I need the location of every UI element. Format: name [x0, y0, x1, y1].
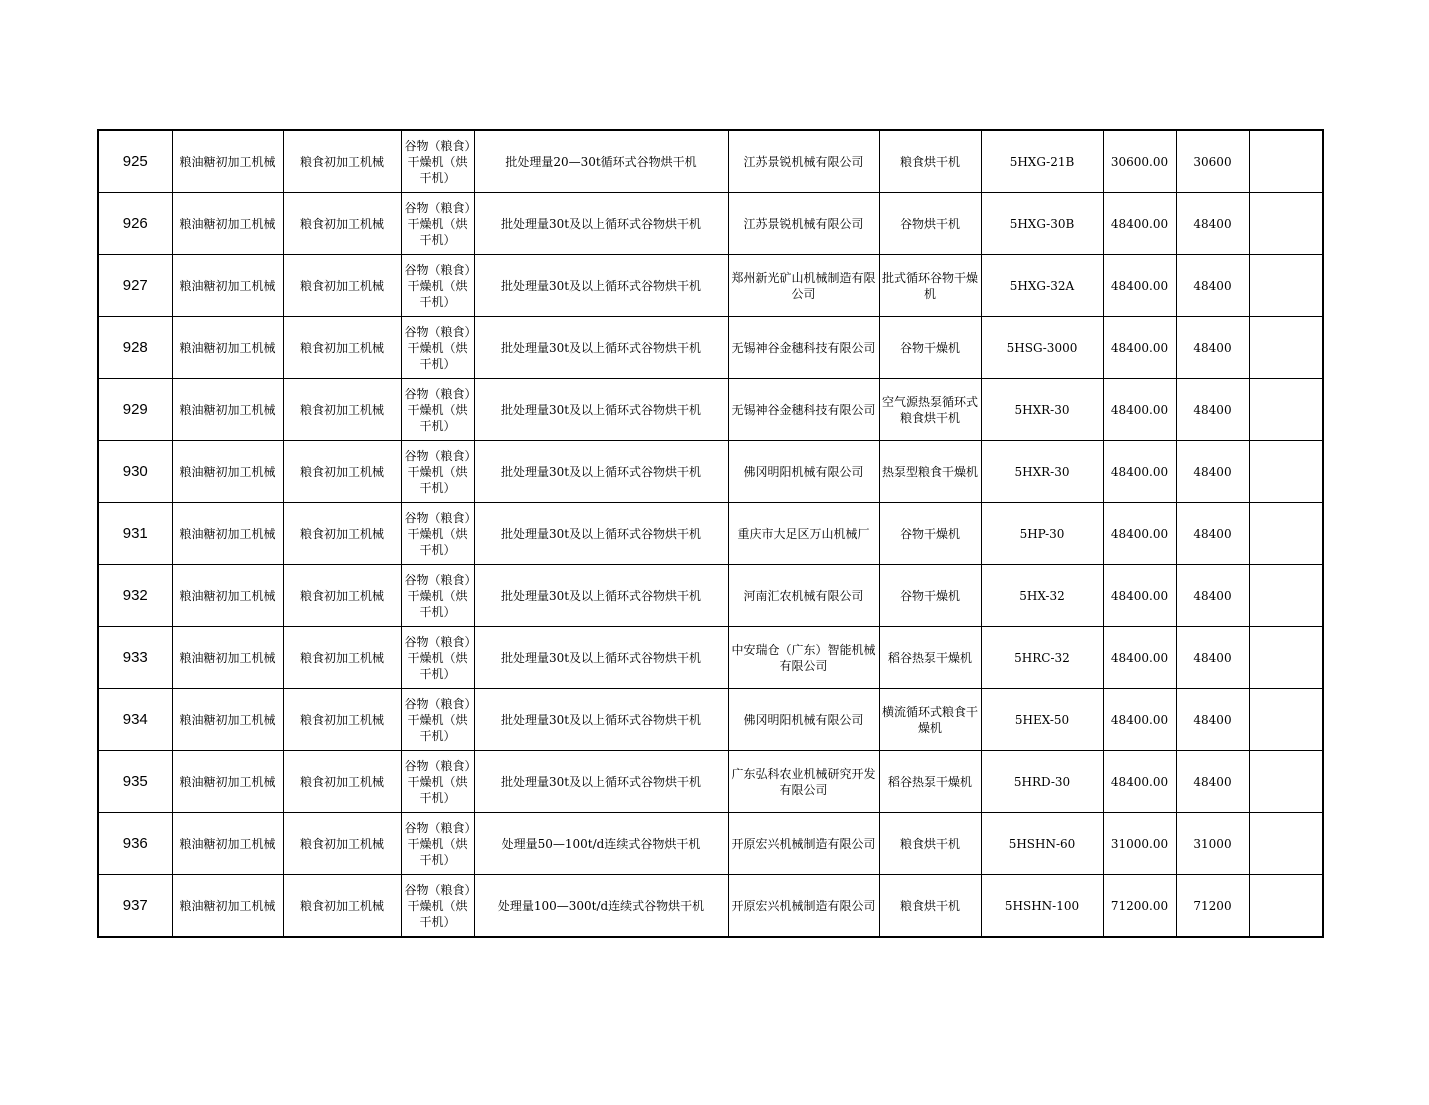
- cell-machine-type: 谷物（粮食）干燥机（烘干机）: [401, 503, 474, 565]
- cell-category: 粮油糖初加工机械: [172, 255, 283, 317]
- cell-number: 932: [98, 565, 172, 627]
- cell-note: [1249, 379, 1323, 441]
- table-row: [98, 565, 1323, 627]
- cell-subsidy-value: 48400: [1176, 503, 1249, 565]
- cell-number: 929: [98, 379, 172, 441]
- cell-grade-spec: 批处理量30t及以上循环式谷物烘干机: [474, 751, 728, 813]
- cell-subsidy-amount: 71200.00: [1103, 875, 1176, 938]
- cell-note: [1249, 565, 1323, 627]
- cell-machine-type: 谷物（粮食）干燥机（烘干机）: [401, 379, 474, 441]
- cell-subsidy-amount: 48400.00: [1103, 255, 1176, 317]
- cell-model: 5HXG-30B: [981, 193, 1103, 255]
- cell-grade-spec: 批处理量30t及以上循环式谷物烘干机: [474, 193, 728, 255]
- cell-product-name: 谷物干燥机: [879, 565, 981, 627]
- cell-manufacturer: 重庆市大足区万山机械厂: [728, 503, 879, 565]
- table-row: [98, 441, 1323, 503]
- cell-machine-type: 谷物（粮食）干燥机（烘干机）: [401, 875, 474, 938]
- cell-number: 936: [98, 813, 172, 875]
- cell-category: 粮油糖初加工机械: [172, 751, 283, 813]
- cell-subsidy-amount: 48400.00: [1103, 379, 1176, 441]
- cell-subsidy-value: 48400: [1176, 255, 1249, 317]
- cell-subcategory: 粮食初加工机械: [283, 503, 401, 565]
- cell-manufacturer: 佛冈明阳机械有限公司: [728, 441, 879, 503]
- cell-category: 粮油糖初加工机械: [172, 565, 283, 627]
- cell-machine-type: 谷物（粮食）干燥机（烘干机）: [401, 689, 474, 751]
- table-row: [98, 627, 1323, 689]
- cell-machine-type: 谷物（粮食）干燥机（烘干机）: [401, 441, 474, 503]
- cell-model: 5HXG-21B: [981, 130, 1103, 193]
- cell-product-name: 谷物烘干机: [879, 193, 981, 255]
- cell-subsidy-value: 31000: [1176, 813, 1249, 875]
- cell-model: 5HRD-30: [981, 751, 1103, 813]
- cell-subsidy-amount: 48400.00: [1103, 317, 1176, 379]
- cell-subcategory: 粮食初加工机械: [283, 751, 401, 813]
- cell-number: 928: [98, 317, 172, 379]
- cell-product-name: 粮食烘干机: [879, 813, 981, 875]
- cell-subsidy-amount: 48400.00: [1103, 503, 1176, 565]
- cell-subsidy-amount: 31000.00: [1103, 813, 1176, 875]
- cell-subcategory: 粮食初加工机械: [283, 130, 401, 193]
- cell-grade-spec: 批处理量30t及以上循环式谷物烘干机: [474, 627, 728, 689]
- cell-manufacturer: 郑州新光矿山机械制造有限公司: [728, 255, 879, 317]
- cell-subsidy-amount: 48400.00: [1103, 565, 1176, 627]
- cell-machine-type: 谷物（粮食）干燥机（烘干机）: [401, 193, 474, 255]
- cell-subcategory: 粮食初加工机械: [283, 441, 401, 503]
- cell-manufacturer: 江苏景锐机械有限公司: [728, 193, 879, 255]
- cell-model: 5HSHN-60: [981, 813, 1103, 875]
- cell-product-name: 稻谷热泵干燥机: [879, 751, 981, 813]
- cell-product-name: 粮食烘干机: [879, 875, 981, 938]
- cell-manufacturer: 江苏景锐机械有限公司: [728, 130, 879, 193]
- cell-subsidy-value: 71200: [1176, 875, 1249, 938]
- table-row: [98, 751, 1323, 813]
- cell-grade-spec: 批处理量30t及以上循环式谷物烘干机: [474, 317, 728, 379]
- cell-subsidy-amount: 48400.00: [1103, 689, 1176, 751]
- cell-grade-spec: 批处理量30t及以上循环式谷物烘干机: [474, 565, 728, 627]
- cell-number: 934: [98, 689, 172, 751]
- cell-grade-spec: 批处理量30t及以上循环式谷物烘干机: [474, 689, 728, 751]
- cell-subcategory: 粮食初加工机械: [283, 255, 401, 317]
- cell-grade-spec: 处理量50—100t/d连续式谷物烘干机: [474, 813, 728, 875]
- cell-product-name: 热泵型粮食干燥机: [879, 441, 981, 503]
- cell-manufacturer: 佛冈明阳机械有限公司: [728, 689, 879, 751]
- cell-subsidy-value: 48400: [1176, 689, 1249, 751]
- cell-subcategory: 粮食初加工机械: [283, 689, 401, 751]
- cell-category: 粮油糖初加工机械: [172, 503, 283, 565]
- cell-product-name: 粮食烘干机: [879, 130, 981, 193]
- cell-note: [1249, 503, 1323, 565]
- cell-category: 粮油糖初加工机械: [172, 317, 283, 379]
- table-row: [98, 689, 1323, 751]
- cell-number: 925: [98, 130, 172, 193]
- cell-grade-spec: 处理量100—300t/d连续式谷物烘干机: [474, 875, 728, 938]
- cell-note: [1249, 130, 1323, 193]
- cell-product-name: 批式循环谷物干燥机: [879, 255, 981, 317]
- cell-model: 5HXR-30: [981, 441, 1103, 503]
- cell-note: [1249, 193, 1323, 255]
- table-row: [98, 317, 1323, 379]
- cell-subsidy-value: 48400: [1176, 317, 1249, 379]
- cell-subcategory: 粮食初加工机械: [283, 565, 401, 627]
- cell-machine-type: 谷物（粮食）干燥机（烘干机）: [401, 627, 474, 689]
- table-row: [98, 875, 1323, 938]
- subsidy-table: [97, 129, 1324, 938]
- cell-subsidy-value: 48400: [1176, 193, 1249, 255]
- cell-subsidy-amount: 48400.00: [1103, 751, 1176, 813]
- cell-note: [1249, 689, 1323, 751]
- cell-machine-type: 谷物（粮食）干燥机（烘干机）: [401, 317, 474, 379]
- cell-subcategory: 粮食初加工机械: [283, 193, 401, 255]
- cell-note: [1249, 317, 1323, 379]
- cell-category: 粮油糖初加工机械: [172, 813, 283, 875]
- cell-machine-type: 谷物（粮食）干燥机（烘干机）: [401, 130, 474, 193]
- cell-manufacturer: 无锡神谷金穗科技有限公司: [728, 317, 879, 379]
- cell-subcategory: 粮食初加工机械: [283, 875, 401, 938]
- cell-number: 927: [98, 255, 172, 317]
- table-row: [98, 813, 1323, 875]
- cell-category: 粮油糖初加工机械: [172, 379, 283, 441]
- cell-grade-spec: 批处理量20—30t循环式谷物烘干机: [474, 130, 728, 193]
- cell-category: 粮油糖初加工机械: [172, 875, 283, 938]
- cell-number: 931: [98, 503, 172, 565]
- cell-category: 粮油糖初加工机械: [172, 689, 283, 751]
- cell-machine-type: 谷物（粮食）干燥机（烘干机）: [401, 255, 474, 317]
- cell-manufacturer: 无锡神谷金穗科技有限公司: [728, 379, 879, 441]
- cell-manufacturer: 河南汇农机械有限公司: [728, 565, 879, 627]
- cell-manufacturer: 广东弘科农业机械研究开发有限公司: [728, 751, 879, 813]
- cell-model: 5HRC-32: [981, 627, 1103, 689]
- cell-manufacturer: 开原宏兴机械制造有限公司: [728, 813, 879, 875]
- table-row: [98, 503, 1323, 565]
- cell-grade-spec: 批处理量30t及以上循环式谷物烘干机: [474, 255, 728, 317]
- cell-model: 5HSHN-100: [981, 875, 1103, 938]
- cell-subcategory: 粮食初加工机械: [283, 813, 401, 875]
- cell-subcategory: 粮食初加工机械: [283, 627, 401, 689]
- cell-subcategory: 粮食初加工机械: [283, 317, 401, 379]
- cell-number: 935: [98, 751, 172, 813]
- cell-grade-spec: 批处理量30t及以上循环式谷物烘干机: [474, 503, 728, 565]
- cell-subsidy-value: 48400: [1176, 379, 1249, 441]
- cell-note: [1249, 751, 1323, 813]
- cell-model: 5HP-30: [981, 503, 1103, 565]
- cell-model: 5HXG-32A: [981, 255, 1103, 317]
- cell-subsidy-amount: 30600.00: [1103, 130, 1176, 193]
- cell-product-name: 稻谷热泵干燥机: [879, 627, 981, 689]
- cell-grade-spec: 批处理量30t及以上循环式谷物烘干机: [474, 441, 728, 503]
- table-body: [98, 130, 1323, 937]
- cell-category: 粮油糖初加工机械: [172, 193, 283, 255]
- cell-machine-type: 谷物（粮食）干燥机（烘干机）: [401, 751, 474, 813]
- cell-note: [1249, 255, 1323, 317]
- cell-note: [1249, 441, 1323, 503]
- cell-subsidy-amount: 48400.00: [1103, 441, 1176, 503]
- cell-grade-spec: 批处理量30t及以上循环式谷物烘干机: [474, 379, 728, 441]
- cell-subsidy-value: 48400: [1176, 751, 1249, 813]
- cell-product-name: 谷物干燥机: [879, 317, 981, 379]
- table-row: [98, 130, 1323, 193]
- cell-number: 937: [98, 875, 172, 938]
- table-row: [98, 193, 1323, 255]
- cell-model: 5HXR-30: [981, 379, 1103, 441]
- cell-machine-type: 谷物（粮食）干燥机（烘干机）: [401, 813, 474, 875]
- cell-subsidy-amount: 48400.00: [1103, 193, 1176, 255]
- cell-product-name: 空气源热泵循环式粮食烘干机: [879, 379, 981, 441]
- cell-model: 5HEX-50: [981, 689, 1103, 751]
- cell-subsidy-value: 48400: [1176, 565, 1249, 627]
- cell-model: 5HSG-3000: [981, 317, 1103, 379]
- cell-category: 粮油糖初加工机械: [172, 130, 283, 193]
- cell-subsidy-value: 48400: [1176, 441, 1249, 503]
- cell-number: 930: [98, 441, 172, 503]
- cell-subsidy-amount: 48400.00: [1103, 627, 1176, 689]
- cell-note: [1249, 627, 1323, 689]
- cell-product-name: 横流循环式粮食干燥机: [879, 689, 981, 751]
- cell-note: [1249, 875, 1323, 938]
- cell-machine-type: 谷物（粮食）干燥机（烘干机）: [401, 565, 474, 627]
- cell-subsidy-value: 30600: [1176, 130, 1249, 193]
- cell-category: 粮油糖初加工机械: [172, 441, 283, 503]
- table-row: [98, 255, 1323, 317]
- cell-number: 933: [98, 627, 172, 689]
- cell-note: [1249, 813, 1323, 875]
- cell-subsidy-value: 48400: [1176, 627, 1249, 689]
- cell-manufacturer: 中安瑞仓（广东）智能机械有限公司: [728, 627, 879, 689]
- cell-subcategory: 粮食初加工机械: [283, 379, 401, 441]
- cell-manufacturer: 开原宏兴机械制造有限公司: [728, 875, 879, 938]
- cell-number: 926: [98, 193, 172, 255]
- cell-category: 粮油糖初加工机械: [172, 627, 283, 689]
- cell-model: 5HX-32: [981, 565, 1103, 627]
- table-row: [98, 379, 1323, 441]
- cell-product-name: 谷物干燥机: [879, 503, 981, 565]
